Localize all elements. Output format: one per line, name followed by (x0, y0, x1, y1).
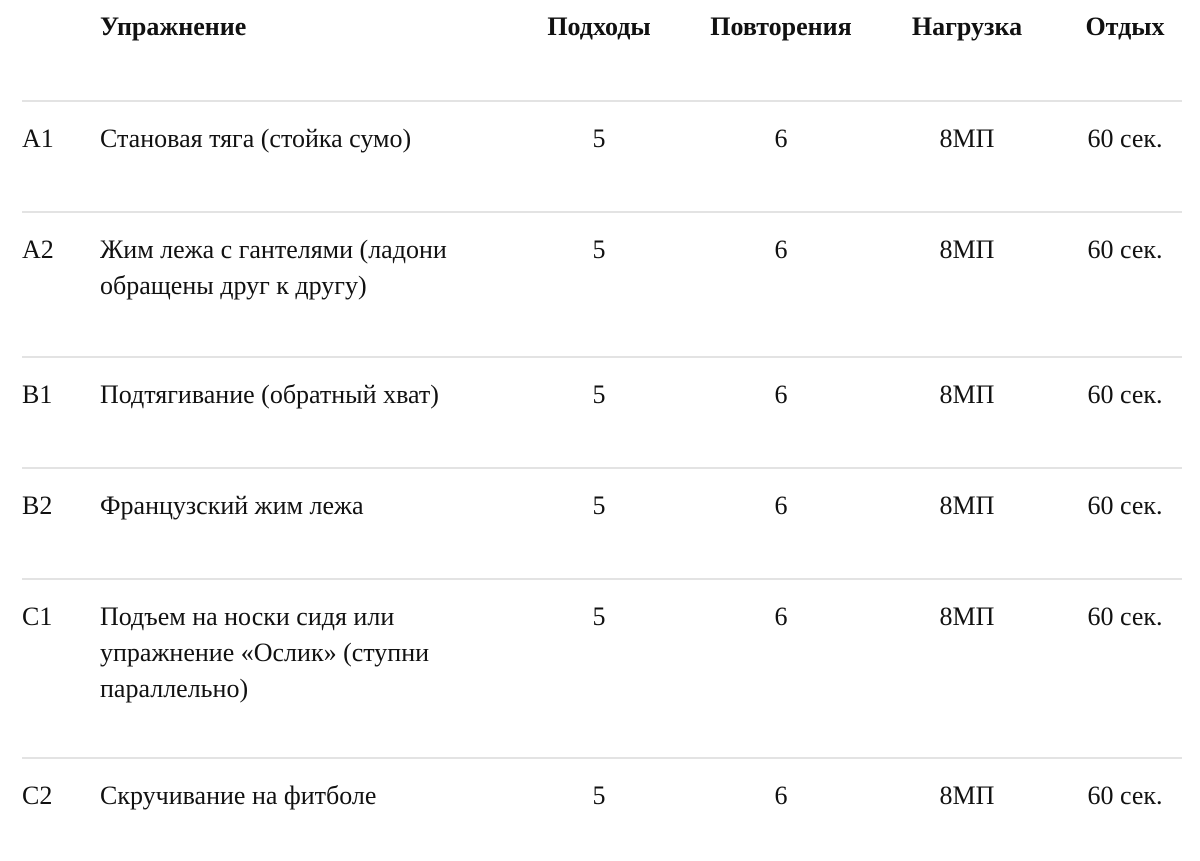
header-sets: Подходы (547, 12, 651, 41)
sets-value: 5 (592, 602, 606, 631)
exercise-name: Жим лежа с гантелями (ладони обращены друг к другу) (100, 235, 447, 300)
table-row (22, 358, 1182, 469)
reps-value: 6 (774, 781, 788, 810)
exercise-name: Становая тяга (стойка сумо) (100, 124, 412, 153)
reps-value: 6 (774, 491, 788, 520)
sets-value: 5 (592, 491, 606, 520)
exercise-code: C2 (22, 781, 53, 810)
workout-table (22, 0, 1182, 859)
sets-value: 5 (592, 235, 606, 264)
table-row (22, 469, 1182, 580)
reps-value: 6 (774, 235, 788, 264)
table-row (22, 102, 1182, 213)
load-value: 8МП (939, 491, 995, 520)
header-rest: Отдых (1085, 12, 1165, 41)
exercise-code: B1 (22, 380, 53, 409)
table-row (22, 759, 1182, 859)
exercise-code: B2 (22, 491, 53, 520)
rest-value: 60 сек. (1087, 781, 1163, 810)
rest-value: 60 сек. (1087, 124, 1163, 153)
reps-value: 6 (774, 602, 788, 631)
load-value: 8МП (939, 235, 995, 264)
rest-value: 60 сек. (1087, 235, 1163, 264)
table-row (22, 580, 1182, 759)
load-value: 8МП (939, 380, 995, 409)
reps-value: 6 (774, 380, 788, 409)
load-value: 8МП (939, 781, 995, 810)
rest-value: 60 сек. (1087, 380, 1163, 409)
sets-value: 5 (592, 124, 606, 153)
rest-value: 60 сек. (1087, 602, 1163, 631)
header-reps: Повторения (710, 12, 852, 41)
exercise-name: Подтягивание (обратный хват) (100, 380, 439, 409)
exercise-code: A1 (22, 124, 54, 153)
exercise-code: A2 (22, 235, 54, 264)
reps-value: 6 (774, 124, 788, 153)
table-row (22, 213, 1182, 358)
sets-value: 5 (592, 781, 606, 810)
exercise-name: Французский жим лежа (100, 491, 364, 520)
sets-value: 5 (592, 380, 606, 409)
load-value: 8МП (939, 124, 995, 153)
load-value: 8МП (939, 602, 995, 631)
table-header (22, 0, 1182, 102)
exercise-name: Скручивание на фитболе (100, 781, 377, 810)
header-load: Нагрузка (911, 12, 1023, 41)
exercise-code: C1 (22, 602, 53, 631)
header-exercise: Упражнение (100, 12, 247, 41)
exercise-name: Подъем на носки сидя или упражнение «Ослик» (ступни параллельно) (100, 602, 430, 703)
rest-value: 60 сек. (1087, 491, 1163, 520)
